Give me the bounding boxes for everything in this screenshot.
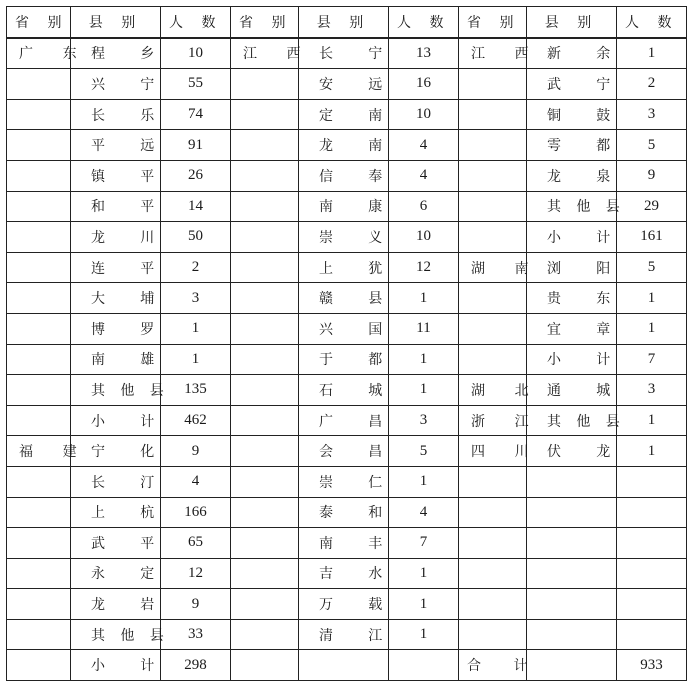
count-cell [617,497,687,528]
province-cell [231,99,299,130]
count-cell [617,619,687,650]
province-cell [459,191,527,222]
county-cell: 永 定 [71,558,161,589]
count-cell: 2 [617,69,687,100]
count-cell: 5 [617,252,687,283]
province-cell: 湖 南 [459,252,527,283]
county-cell [527,589,617,620]
province-cell [459,222,527,253]
count-cell: 7 [389,528,459,559]
county-cell: 其他县 [527,405,617,436]
count-cell: 9 [161,436,231,467]
province-cell [7,222,71,253]
count-cell: 3 [617,99,687,130]
county-cell: 宁 化 [71,436,161,467]
county-cell: 上 犹 [299,252,389,283]
table-row [7,405,687,436]
province-cell: 福 建 [7,436,71,467]
count-cell: 16 [389,69,459,100]
count-cell: 1 [389,344,459,375]
province-cell [231,69,299,100]
province-cell [459,528,527,559]
province-cell [7,375,71,406]
county-cell [527,497,617,528]
header-province: 省 别 [231,7,299,38]
count-cell: 33 [161,619,231,650]
header-province: 省 别 [7,7,71,38]
county-cell: 其他县 [71,375,161,406]
table-row [7,344,687,375]
county-cell: 广 昌 [299,405,389,436]
count-cell: 4 [389,160,459,191]
province-cell [7,619,71,650]
county-cell: 其他县 [71,619,161,650]
county-cell: 小 计 [527,222,617,253]
county-cell: 小 计 [71,650,161,681]
table-row [7,375,687,406]
province-cell [459,283,527,314]
county-cell: 于 都 [299,344,389,375]
county-cell: 新 余 [527,38,617,69]
province-cell [459,558,527,589]
count-cell: 29 [617,191,687,222]
county-cell: 伏 龙 [527,436,617,467]
county-cell: 兴 国 [299,313,389,344]
province-cell [7,466,71,497]
table-row [7,283,687,314]
header-count: 人 数 [617,7,687,38]
count-cell: 166 [161,497,231,528]
count-cell: 50 [161,222,231,253]
count-cell [617,466,687,497]
province-cell [459,69,527,100]
table-row [7,130,687,161]
province-cell [7,252,71,283]
province-cell [231,619,299,650]
count-cell: 3 [389,405,459,436]
county-cell: 南 雄 [71,344,161,375]
county-cell: 铜 鼓 [527,99,617,130]
table-body [7,38,687,681]
county-cell: 武 平 [71,528,161,559]
province-cell [231,436,299,467]
count-cell: 462 [161,405,231,436]
province-cell [231,466,299,497]
province-cell [231,405,299,436]
count-cell: 12 [161,558,231,589]
county-cell: 通 城 [527,375,617,406]
table-row [7,558,687,589]
province-cell [7,191,71,222]
province-cell [459,313,527,344]
county-cell: 清 江 [299,619,389,650]
county-cell: 吉 水 [299,558,389,589]
province-cell [231,130,299,161]
count-cell: 7 [617,344,687,375]
count-cell: 1 [617,313,687,344]
table-row [7,528,687,559]
table-row [7,619,687,650]
province-cell [7,650,71,681]
count-cell: 12 [389,252,459,283]
province-cell [7,130,71,161]
county-cell: 小 计 [527,344,617,375]
province-cell [7,589,71,620]
province-cell [7,160,71,191]
table-row [7,160,687,191]
count-cell: 1 [389,558,459,589]
county-cell: 镇 平 [71,160,161,191]
province-cell [231,283,299,314]
county-cell: 浏 阳 [527,252,617,283]
count-cell: 1 [617,436,687,467]
header-count: 人 数 [389,7,459,38]
county-cell: 其他县 [527,191,617,222]
province-cell [231,528,299,559]
province-cell [231,589,299,620]
county-cell: 程 乡 [71,38,161,69]
header-county: 县 别 [527,7,617,38]
province-cell [459,497,527,528]
county-cell: 龙 川 [71,222,161,253]
count-cell: 4 [389,497,459,528]
province-cell [231,344,299,375]
count-cell: 1 [389,466,459,497]
table-row [7,497,687,528]
county-cell [527,619,617,650]
count-cell: 10 [389,99,459,130]
count-cell: 1 [389,589,459,620]
province-cell [231,650,299,681]
province-cell [7,344,71,375]
province-cell: 湖 北 [459,375,527,406]
count-cell: 1 [617,38,687,69]
population-table [6,6,687,681]
count-cell: 26 [161,160,231,191]
count-cell: 5 [389,436,459,467]
province-cell [231,497,299,528]
count-cell: 3 [617,375,687,406]
count-cell [617,589,687,620]
province-cell [231,558,299,589]
count-cell: 1 [617,405,687,436]
count-cell: 1 [389,375,459,406]
province-cell [231,252,299,283]
province-cell [231,222,299,253]
count-cell: 1 [617,283,687,314]
count-cell: 298 [161,650,231,681]
count-cell: 55 [161,69,231,100]
province-cell [231,191,299,222]
county-cell: 龙 南 [299,130,389,161]
table-row [7,191,687,222]
county-cell [527,558,617,589]
county-cell: 信 奉 [299,160,389,191]
county-cell: 雩 都 [527,130,617,161]
province-cell [231,375,299,406]
county-cell: 万 载 [299,589,389,620]
county-cell: 长 宁 [299,38,389,69]
count-cell: 4 [389,130,459,161]
province-cell: 四 川 [459,436,527,467]
table-row [7,69,687,100]
province-cell [7,313,71,344]
county-cell: 兴 宁 [71,69,161,100]
county-cell: 连 平 [71,252,161,283]
province-cell [7,497,71,528]
table-row [7,313,687,344]
count-cell: 9 [617,160,687,191]
province-cell [459,160,527,191]
count-cell: 4 [161,466,231,497]
grand-total-count: 933 [617,650,687,681]
province-cell [7,558,71,589]
header-county: 县 别 [299,7,389,38]
header-province: 省 别 [459,7,527,38]
province-cell [459,99,527,130]
count-cell [389,650,459,681]
province-cell [459,589,527,620]
county-cell: 长 乐 [71,99,161,130]
count-cell [617,558,687,589]
count-cell: 1 [161,344,231,375]
county-cell [527,466,617,497]
county-cell: 和 平 [71,191,161,222]
province-cell [231,160,299,191]
county-cell: 会 昌 [299,436,389,467]
province-cell [7,528,71,559]
county-cell: 定 南 [299,99,389,130]
count-cell: 1 [389,619,459,650]
county-cell: 武 宁 [527,69,617,100]
header-count: 人 数 [161,7,231,38]
table-row [7,252,687,283]
province-cell [7,99,71,130]
count-cell: 9 [161,589,231,620]
county-cell: 博 罗 [71,313,161,344]
province-cell [7,283,71,314]
province-cell [231,313,299,344]
county-cell: 崇 义 [299,222,389,253]
county-cell: 南 丰 [299,528,389,559]
count-cell: 6 [389,191,459,222]
count-cell: 11 [389,313,459,344]
table-row [7,589,687,620]
count-cell: 1 [389,283,459,314]
county-cell: 泰 和 [299,497,389,528]
county-cell: 小 计 [71,405,161,436]
table-row [7,38,687,69]
county-cell: 南 康 [299,191,389,222]
header-row [7,7,687,38]
province-cell [459,344,527,375]
county-cell: 贵 东 [527,283,617,314]
county-cell: 龙 泉 [527,160,617,191]
count-cell: 10 [161,38,231,69]
county-cell: 龙 岩 [71,589,161,620]
count-cell: 2 [161,252,231,283]
county-cell: 崇 仁 [299,466,389,497]
header-county: 县 别 [71,7,161,38]
count-cell: 1 [161,313,231,344]
province-cell: 江 西 [231,38,299,69]
province-cell [7,69,71,100]
count-cell: 3 [161,283,231,314]
count-cell: 74 [161,99,231,130]
county-cell: 上 杭 [71,497,161,528]
county-cell [299,650,389,681]
table-row [7,436,687,467]
county-cell: 平 远 [71,130,161,161]
county-cell: 长 汀 [71,466,161,497]
province-cell: 广 东 [7,38,71,69]
county-cell: 宜 章 [527,313,617,344]
province-cell [459,130,527,161]
province-cell [459,466,527,497]
table-row [7,99,687,130]
count-cell: 14 [161,191,231,222]
count-cell: 5 [617,130,687,161]
county-cell: 安 远 [299,69,389,100]
count-cell: 10 [389,222,459,253]
county-cell: 石 城 [299,375,389,406]
count-cell: 13 [389,38,459,69]
count-cell [617,528,687,559]
province-cell: 江 西 [459,38,527,69]
count-cell: 65 [161,528,231,559]
table-row [7,650,687,681]
table-row [7,222,687,253]
province-cell: 浙 江 [459,405,527,436]
count-cell: 91 [161,130,231,161]
grand-total-label: 合 计 [459,650,527,681]
table-row [7,466,687,497]
province-cell [7,405,71,436]
count-cell: 135 [161,375,231,406]
county-cell: 赣 县 [299,283,389,314]
province-cell [459,619,527,650]
count-cell: 161 [617,222,687,253]
county-cell [527,528,617,559]
county-cell: 大 埔 [71,283,161,314]
